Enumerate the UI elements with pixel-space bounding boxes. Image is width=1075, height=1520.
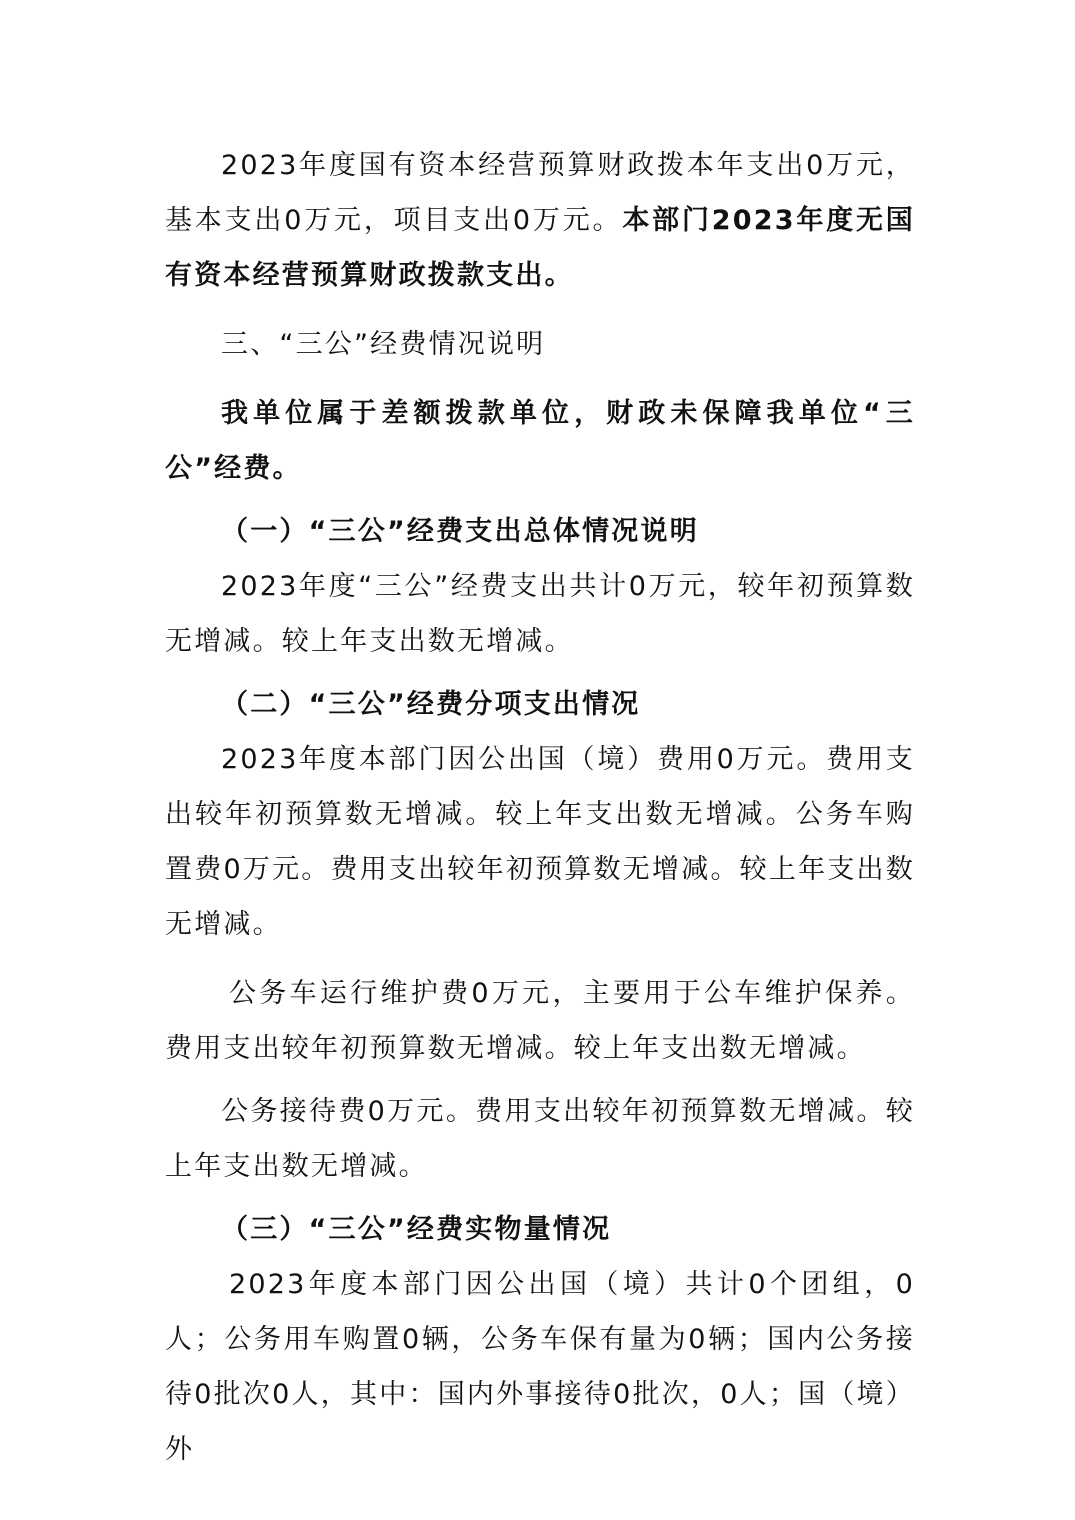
paragraph-itemized: 2023年度本部门因公出国（境）费用0万元。费用支出较年初预算数无增减。较上年支出数无增减。公务车购置费0万元。费用支出较年初预算数无增减。较上年支出数无增减。 bbox=[165, 744, 915, 940]
subheading-overall: （一）“三公”经费支出总体情况说明 bbox=[221, 516, 699, 547]
paragraph-vehicle-maintenance: 公务车运行维护费0万元，主要用于公车维护保养。费用支出较年初预算数无增减。较上年支出数无增减。 bbox=[165, 978, 915, 1064]
paragraph-bold-text: 本部门2023年度无国有资本经营预算财政拨款支出。 bbox=[165, 205, 915, 291]
section-heading-three-public: 三、“三公”经费情况说明 bbox=[221, 329, 546, 360]
paragraph-physical: 2023年度本部门因公出国（境）共计0个团组，0人；公务用车购置0辆，公务车保有量为0辆；国内公务接待0批次0人，其中：国内外事接待0批次，0人；国（境）外 bbox=[165, 1269, 915, 1465]
paragraph-text: 2023年度国有资本经营预算财政拨本年支出0万元，基本支出0万元，项目支出0万元。 bbox=[165, 150, 915, 236]
paragraph-reception: 公务接待费0万元。费用支出较年初预算数无增减。较上年支出数无增减。 bbox=[165, 1096, 915, 1182]
paragraph-funding-note: 我单位属于差额拨款单位，财政未保障我单位“三公”经费。 bbox=[165, 398, 915, 484]
subheading-physical: （三）“三公”经费实物量情况 bbox=[221, 1214, 612, 1245]
paragraph-state-capital-budget bbox=[165, 138, 915, 303]
document-page bbox=[165, 138, 915, 1477]
paragraph-overall: 2023年度“三公”经费支出共计0万元，较年初预算数无增减。较上年支出数无增减。 bbox=[165, 571, 915, 657]
subheading-itemized: （二）“三公”经费分项支出情况 bbox=[221, 689, 641, 720]
